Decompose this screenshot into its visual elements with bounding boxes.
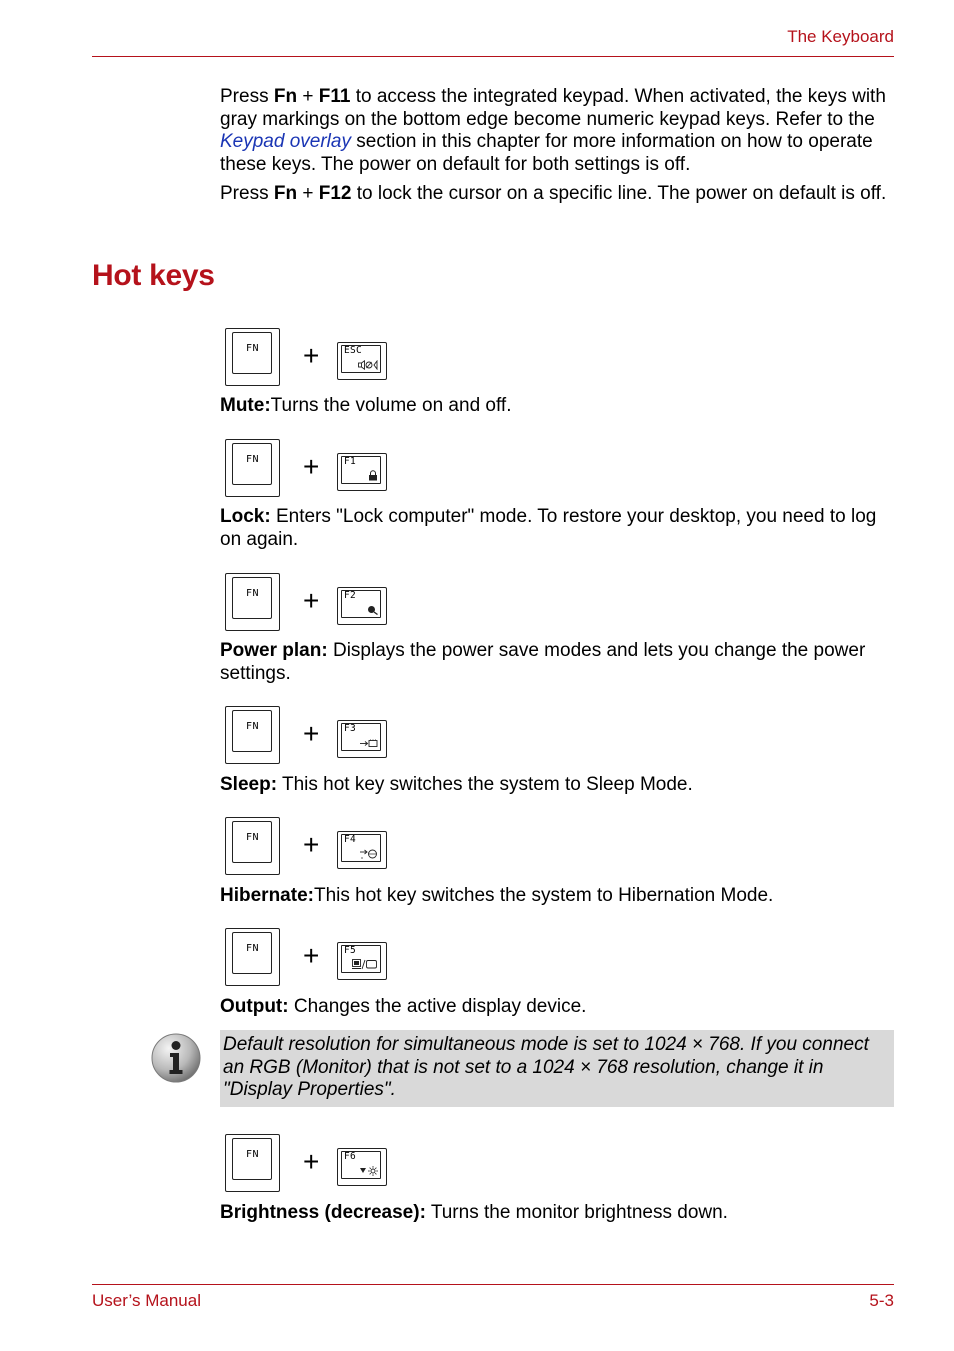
info-icon [150, 1032, 202, 1084]
hotkey-combo-lock [225, 439, 425, 501]
fn-key-image: FN [225, 1134, 280, 1192]
fn-key-image: FN [225, 817, 280, 875]
header-rule [92, 56, 894, 57]
speaker-mute-icon [358, 360, 378, 370]
hotkey-combo-output [225, 928, 425, 990]
lock-icon [368, 470, 378, 481]
running-header: The Keyboard [787, 27, 894, 46]
hotkey-combo-power-plan [225, 573, 425, 635]
f6-key-image: F6 [337, 1148, 387, 1186]
footer-rule [92, 1284, 894, 1285]
f3-key-image: F3 [337, 720, 387, 758]
key-f12: F12 [318, 183, 352, 204]
f5-key-image: F5 [337, 942, 387, 980]
power-plan-icon [367, 605, 378, 615]
sleep-icon [360, 739, 378, 748]
hibernate-icon [360, 847, 378, 859]
plus-sign: + [303, 451, 320, 482]
fn-key-image: FN [225, 573, 280, 631]
brightness-down-icon [360, 1166, 378, 1176]
keypad-overlay-link[interactable]: Keypad overlay [220, 131, 351, 152]
page-number: 5-3 [869, 1291, 894, 1310]
f4-key-image: F4 [337, 831, 387, 869]
hotkey-desc-hibernate: Hibernate:This hot key switches the system to Hibernation Mode. [220, 885, 774, 906]
intro-paragraph-1: Press Fn + F11 to access the integrated keypad. When activated, the keys with gray markings on the bottom edge become numeric keypad keys. Refer to the Keypad overlay section in this chapter for more information on how to operate these keys. The power on default for both settings is off. [220, 86, 886, 175]
note-box [220, 1030, 894, 1107]
key-f11: F11 [318, 86, 351, 107]
f1-key-image: F1 [337, 453, 387, 491]
fn-key-image: FN [225, 439, 280, 497]
hotkey-desc-brightness-decrease: Brightness (decrease): Turns the monitor brightness down. [220, 1202, 728, 1223]
plus-sign: + [303, 1146, 320, 1177]
fn-key-image: FN [225, 328, 280, 386]
plus-sign: + [303, 340, 320, 371]
hotkey-combo-sleep [225, 706, 425, 768]
plus-sign: + [303, 940, 320, 971]
fn-key-image: FN [225, 928, 280, 986]
hotkey-desc-output: Output: Changes the active display device. [220, 996, 587, 1017]
display-output-icon [352, 959, 378, 970]
hotkey-desc-sleep: Sleep: This hot key switches the system to Sleep Mode. [220, 774, 693, 795]
section-title: Hot keys [92, 259, 215, 292]
hotkey-combo-hibernate [225, 817, 425, 879]
intro-paragraph-2: Press Fn + F12 to lock the cursor on a specific line. The power on default is off. [220, 183, 887, 204]
plus-sign: + [303, 829, 320, 860]
hotkey-desc-mute: Mute:Turns the volume on and off. [220, 395, 512, 416]
hotkey-combo-mute [225, 328, 425, 390]
hotkey-combo-brightness-decrease [225, 1134, 425, 1196]
key-fn: Fn [273, 86, 298, 107]
note-text: Default resolution for simultaneous mode is set to 1024 × 768. If you connect an RGB (Monitor) that is not set to a 1024 × 768 resolution, change it in "Display Properties". [223, 1034, 869, 1100]
f2-key-image: F2 [337, 587, 387, 625]
hotkey-desc-lock: Lock: Enters "Lock computer" mode. To restore your desktop, you need to log on again. [220, 506, 877, 550]
plus-sign: + [303, 585, 320, 616]
hotkey-desc-power-plan: Power plan: Displays the power save modes and lets you change the power settings. [220, 640, 866, 684]
footer-manual-title: User’s Manual [92, 1291, 201, 1310]
plus-sign: + [303, 718, 320, 749]
fn-key-image: FN [225, 706, 280, 764]
esc-key-image: ESC [337, 342, 387, 380]
key-fn: Fn [273, 183, 298, 204]
